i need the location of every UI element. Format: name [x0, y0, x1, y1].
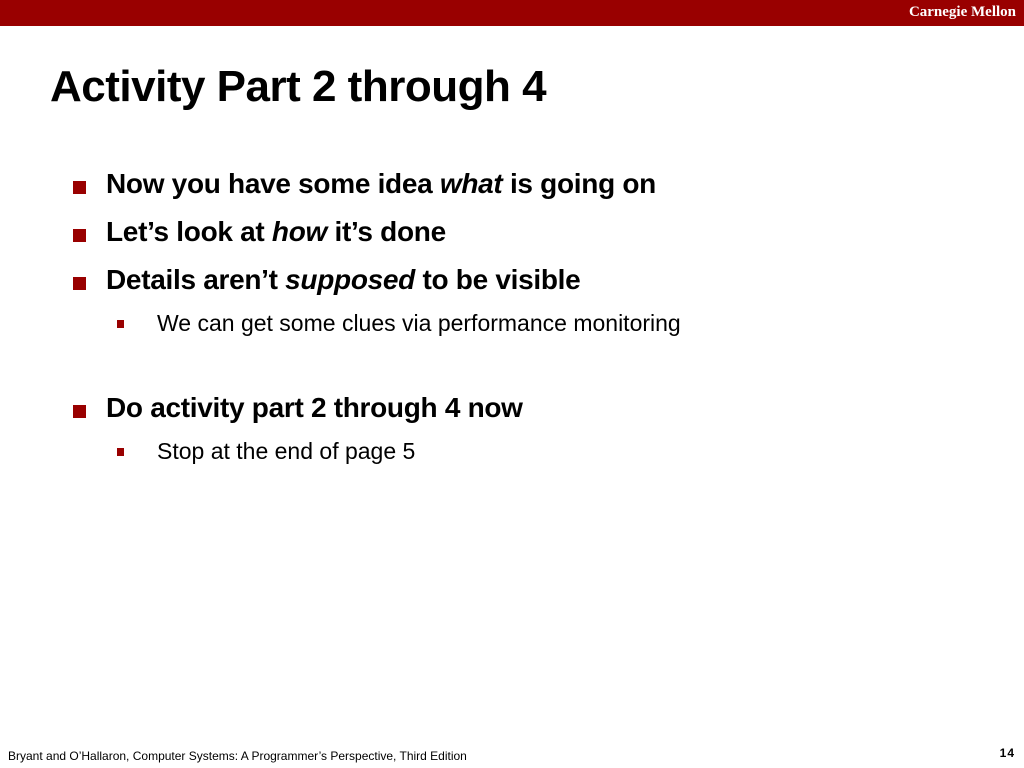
sub-bullet-marker-icon [117, 320, 124, 328]
bullet-emphasis: how [271, 216, 327, 247]
bullet-item [106, 168, 656, 200]
bullet-text: to be visible [414, 264, 581, 295]
bullet-text: is going on [502, 168, 656, 199]
bullet-emphasis: supposed [285, 264, 415, 295]
slide-title: Activity Part 2 through 4 [50, 62, 547, 111]
bullet-text: Now you have some idea [106, 168, 440, 199]
bullet-item: Do activity part 2 through 4 now [106, 392, 523, 423]
bullet-text: Let’s look at [106, 216, 272, 247]
sub-bullet-item: We can get some clues via performance monitoring [157, 310, 681, 336]
brand-label: Carnegie Mellon [908, 4, 1016, 20]
bullet-marker-icon [73, 277, 86, 290]
bullet-item [106, 216, 446, 248]
sub-bullet-marker-icon [117, 448, 124, 456]
bullet-text: it’s done [327, 216, 446, 247]
bullet-text: Details aren’t [106, 264, 286, 295]
bullet-marker-icon [73, 405, 86, 418]
footer-citation: Bryant and O’Hallaron, Computer Systems: A Programmer’s Perspective, Third Edition [8, 749, 467, 763]
header-bar [0, 0, 1024, 26]
bullet-item [106, 264, 580, 296]
bullet-marker-icon [73, 181, 86, 194]
bullet-emphasis: what [439, 168, 503, 199]
page-number: 14 [999, 746, 1015, 760]
sub-bullet-item: Stop at the end of page 5 [157, 438, 416, 464]
bullet-marker-icon [73, 229, 86, 242]
